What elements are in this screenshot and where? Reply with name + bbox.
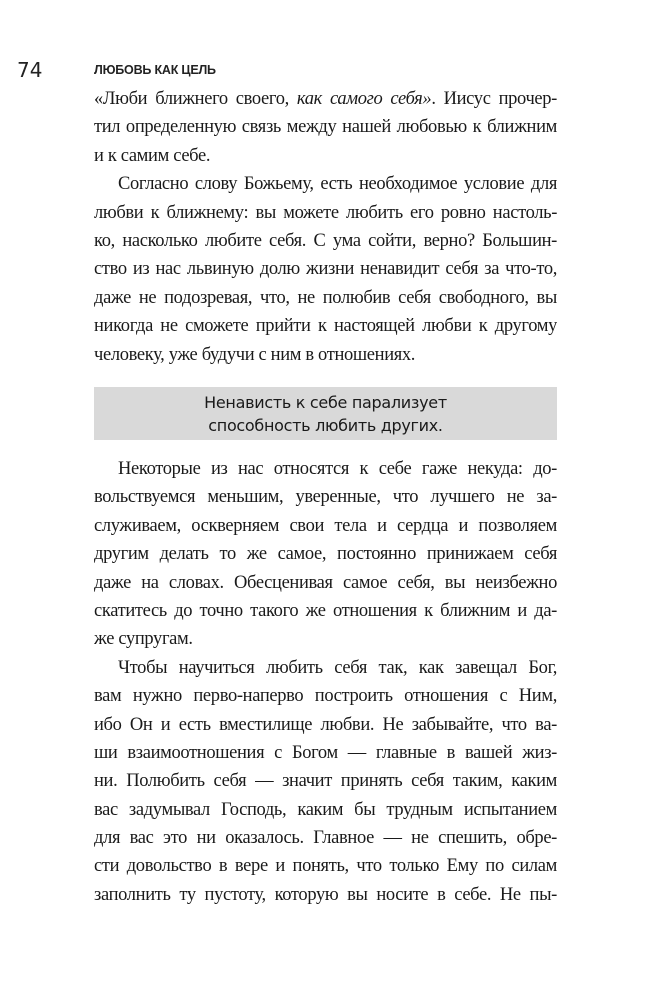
text-line: ни. Полюбить себя — значит принять себя таким, каким bbox=[94, 771, 557, 792]
text-line: ство из нас львиную долю жизни ненавидит себя за что-то, bbox=[94, 259, 557, 280]
running-title: ЛЮБОВЬ КАК ЦЕЛЬ bbox=[94, 63, 216, 77]
text-line: ши взаимоотношения с Богом — главные в вашей жиз- bbox=[94, 742, 557, 763]
text-line: вас задумывал Господь, каким бы трудным испытанием bbox=[94, 799, 557, 820]
text-span: «Люби ближнего своего, bbox=[94, 89, 297, 109]
paragraphs-bottom bbox=[94, 459, 557, 913]
text-line: же супругам. bbox=[94, 629, 193, 650]
text-line: скатитесь до точно такого же отношения к ближним и да- bbox=[94, 600, 557, 621]
text-line: заполнить ту пустоту, которую вы носите в себе. Не пы- bbox=[94, 884, 557, 905]
callout-line: Ненависть к себе парализует bbox=[204, 393, 447, 412]
italic-quote: как самого себя» bbox=[296, 89, 432, 109]
text-line: для вас это ни оказалось. Главное — не спешить, обре- bbox=[94, 828, 557, 849]
text-line: любви к ближнему: вы можете любить его ровно настоль- bbox=[94, 202, 557, 223]
text-line: ибо Он и есть вместилище любви. Не забывайте, что ва- bbox=[94, 714, 557, 735]
text-line: и к самим себе. bbox=[94, 145, 211, 166]
page-number: 74 bbox=[17, 58, 43, 82]
pull-quote-callout bbox=[94, 387, 557, 440]
text-line: ко, насколько любите себя. С ума сойти, верно? Большин- bbox=[94, 230, 557, 251]
text-line: вам нужно перво-наперво построить отношения с Ним, bbox=[94, 686, 557, 707]
text-line: человеку, уже будучи с ним в отношениях. bbox=[94, 344, 416, 365]
paragraphs-top bbox=[94, 89, 557, 373]
text-line: Некоторые из нас относятся к себе гаже некуда: до- bbox=[118, 459, 557, 479]
text-line: другим делать то же самое, постоянно принижаем себя bbox=[94, 544, 557, 565]
text-span: . Иисус прочер- bbox=[431, 89, 557, 109]
text-line: Согласно слову Божьему, есть необходимое условие для bbox=[118, 174, 557, 195]
text-line: сти довольство в вере и понять, что только Ему по силам bbox=[94, 856, 557, 877]
text-line: даже на словах. Обесценивая самое себя, вы неизбежно bbox=[94, 572, 557, 593]
text-line: даже не подозревая, что, не полюбив себя свободного, вы bbox=[94, 287, 557, 308]
text-line bbox=[94, 89, 557, 117]
callout-line: способность любить других. bbox=[208, 416, 443, 435]
text-line: Чтобы научиться любить себя так, как завещал Бог, bbox=[118, 657, 557, 678]
text-line: вольствуемся меньшим, уверенные, что лучшего не за- bbox=[94, 487, 557, 508]
text-line: тил определенную связь между нашей любовью к ближним bbox=[94, 117, 557, 138]
text-line: никогда не сможете прийти к настоящей любви к другому bbox=[94, 316, 557, 337]
text-line: служиваем, оскверняем свои тела и сердца и позволяем bbox=[94, 515, 557, 536]
